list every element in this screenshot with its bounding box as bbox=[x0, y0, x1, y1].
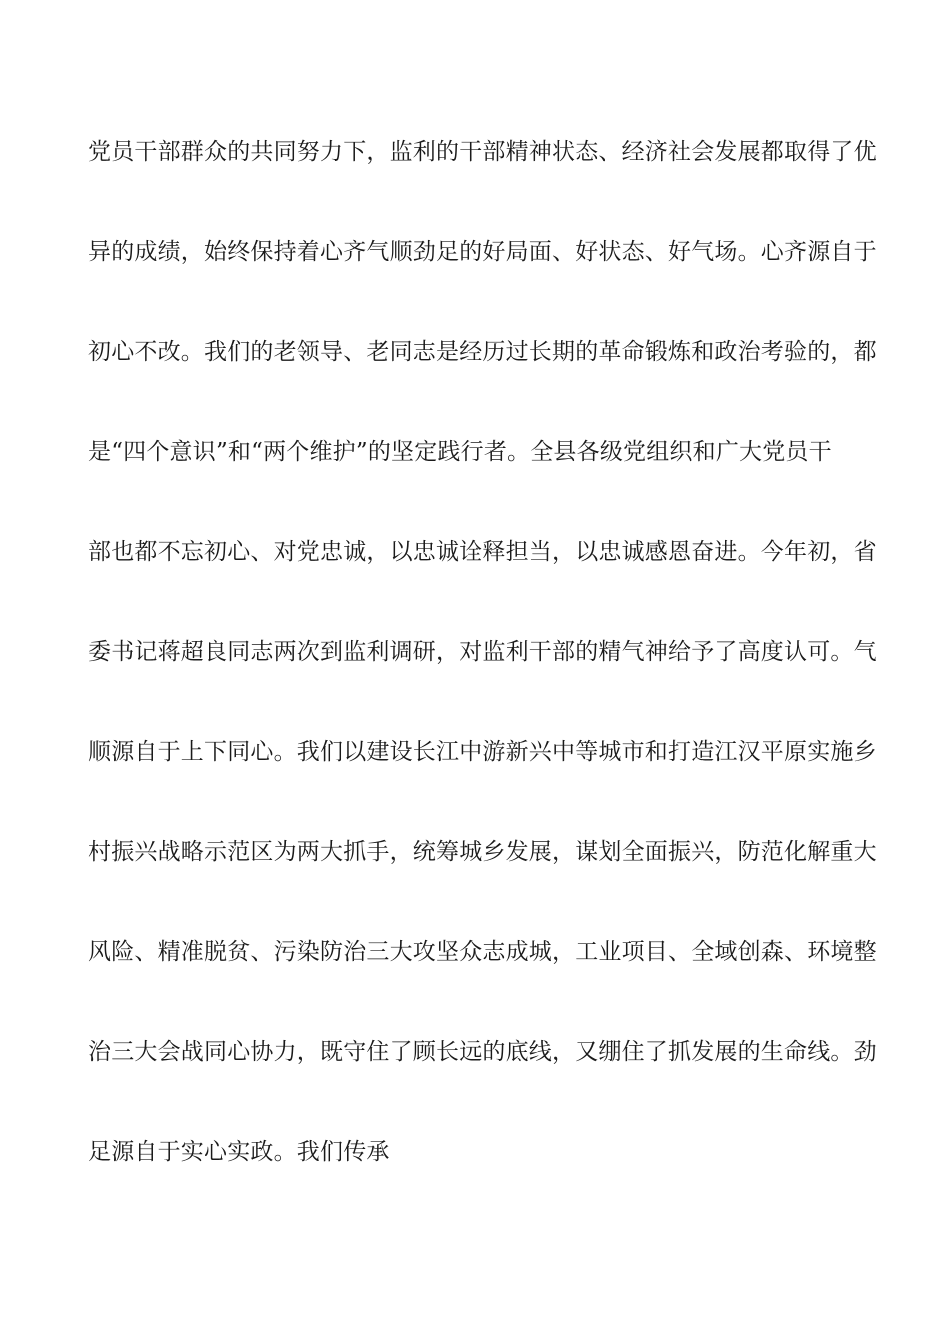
text-line: 委书记蒋超良同志两次到监利调研，对监利干部的精气神给予了高度认可。气 bbox=[88, 639, 877, 665]
body-text bbox=[88, 128, 877, 1228]
text-line: 部也都不忘初心、对党忠诚，以忠诚诠释担当，以忠诚感恩奋进。今年初，省 bbox=[88, 539, 877, 565]
text-line: 足源自于实心实政。我们传承 bbox=[88, 1139, 390, 1165]
text-line: 风险、精准脱贫、污染防治三大攻坚众志成城，工业项目、全域创森、环境整 bbox=[88, 939, 877, 965]
text-line: 村振兴战略示范区为两大抓手，统筹城乡发展，谋划全面振兴，防范化解重大 bbox=[88, 839, 877, 865]
text-line: 党员干部群众的共同努力下，监利的干部精神状态、经济社会发展都取得了优 bbox=[88, 139, 877, 165]
text-line: 初心不改。我们的老领导、老同志是经历过长期的革命锻炼和政治考验的，都 bbox=[88, 339, 877, 365]
text-line: 异的成绩，始终保持着心齐气顺劲足的好局面、好状态、好气场。心齐源自于 bbox=[88, 239, 877, 265]
text-line: 治三大会战同心协力，既守住了顾长远的底线，又绷住了抓发展的生命线。劲 bbox=[88, 1039, 877, 1065]
text-line: 顺源自于上下同心。我们以建设长江中游新兴中等城市和打造江汉平原实施乡 bbox=[88, 739, 877, 765]
text-line: 是“四个意识”和“两个维护”的坚定践行者。全县各级党组织和广大党员干 bbox=[88, 439, 832, 465]
